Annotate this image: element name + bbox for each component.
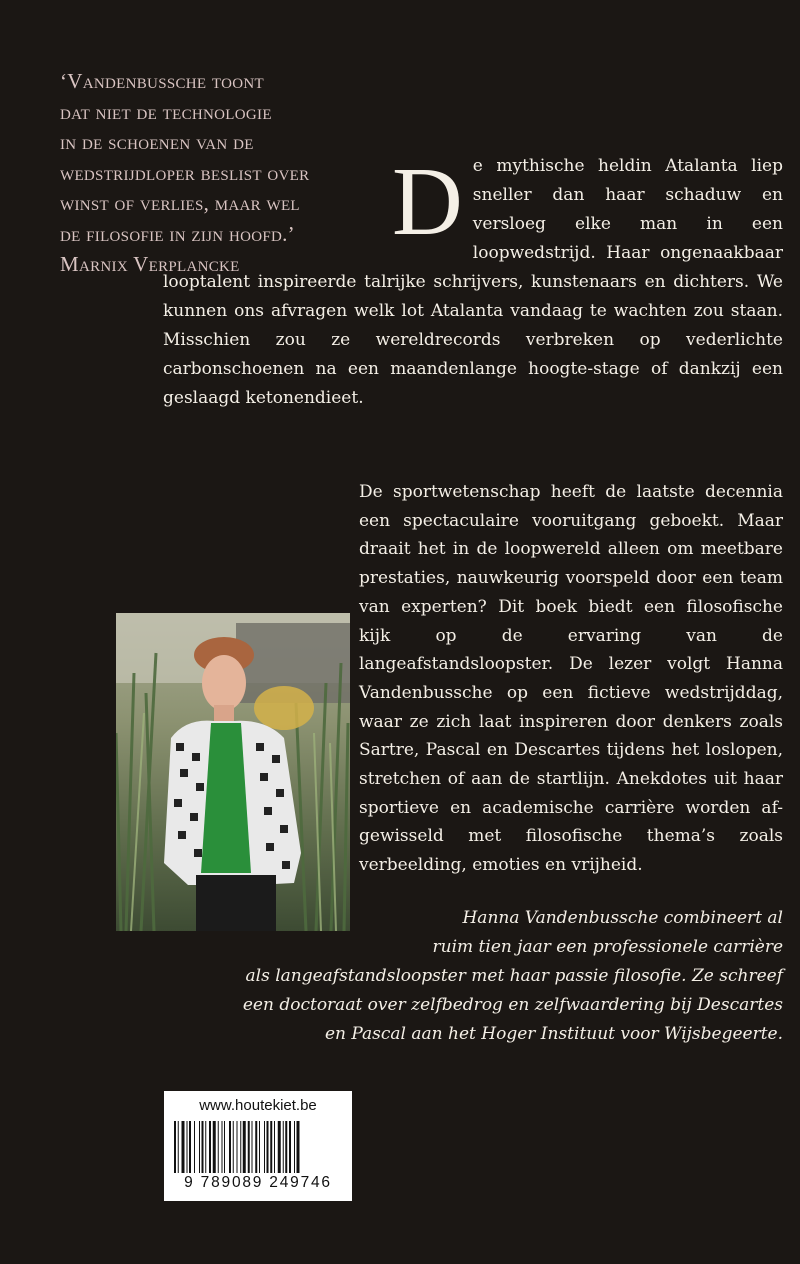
- quote-line: de filosofie in zijn hoofd.’: [60, 221, 295, 246]
- quote-line: dat niet de technologie: [60, 99, 272, 124]
- publisher-url: www.houtekiet.be: [199, 1097, 317, 1114]
- description-text: De sportwetenschap heeft de laatste decennia een spectaculaire vooruitgang geboekt. Maar draait het in de loopwereld alleen om meetbare prestaties, nauwkeurig voorspeld door een team van experten? Dit boek biedt een filosofische kijk op de ervaring van de langeafstandsloopster. De lezer volgt Hanna Vandenbussche op een fictieve wedstrijddag, waar ze zich laat inspireren door denkers zoals Sartre, Pascal en Descartes tijdens het loslopen, stretchen of aan de startlijn. Anekdotes uit haar sportieve en academische carrière worden af-gewisseld met filosofische thema’s zoals verbeelding, emoties en vrijheid.: [359, 482, 783, 876]
- quote-line: wedstrijdloper beslist over: [60, 160, 310, 185]
- quote-line: winst of verlies, maar wel: [60, 191, 300, 215]
- quote-line: in de schoenen van de: [60, 130, 254, 154]
- drop-cap: D: [392, 148, 463, 256]
- bio-line: Hanna Vandenbussche combineert al: [462, 908, 783, 928]
- intro-paragraph: [163, 148, 783, 413]
- isbn-number: 9 789089 249746: [184, 1174, 332, 1191]
- author-photo: [116, 613, 350, 931]
- quote-author: Marnix Verplancke: [60, 252, 240, 276]
- bio-line: een doctoraat over zelfbedrog en zelfwaardering bij Descartes: [242, 995, 783, 1015]
- intro-text-part1: e mythische heldin Atalanta liep sneller dan haar schaduw en versloeg elke man in een loopwedstrijd. Haar ongenaakbaar looptalent: [163, 156, 783, 292]
- quote-line: ‘Vandenbussche toont: [60, 69, 264, 93]
- barcode-icon: [174, 1121, 342, 1173]
- intro-text-part2: inspireerde talrijke schrijvers, kunstenaars en dichters. We kunnen ons afvragen welk lot Atalanta vandaag te wachten zou staan. Misschien zou ze wereldrecords verbreken op vederlichte carbonschoenen na een maandenlange hoogte-stage of dankzij een geslaagd ketonendieet.: [163, 272, 783, 408]
- bio-line: ruim tien jaar een professionele carrière: [432, 937, 783, 957]
- layout-spacer: [163, 152, 380, 182]
- author-bio: [163, 904, 783, 1049]
- bio-line: en Pascal aan het Hoger Instituut voor Wijsbegeerte.: [324, 1024, 783, 1044]
- barcode-label: [164, 1091, 352, 1201]
- bio-line: als langeafstandsloopster met haar passie filosofie. Ze schreef: [245, 966, 783, 986]
